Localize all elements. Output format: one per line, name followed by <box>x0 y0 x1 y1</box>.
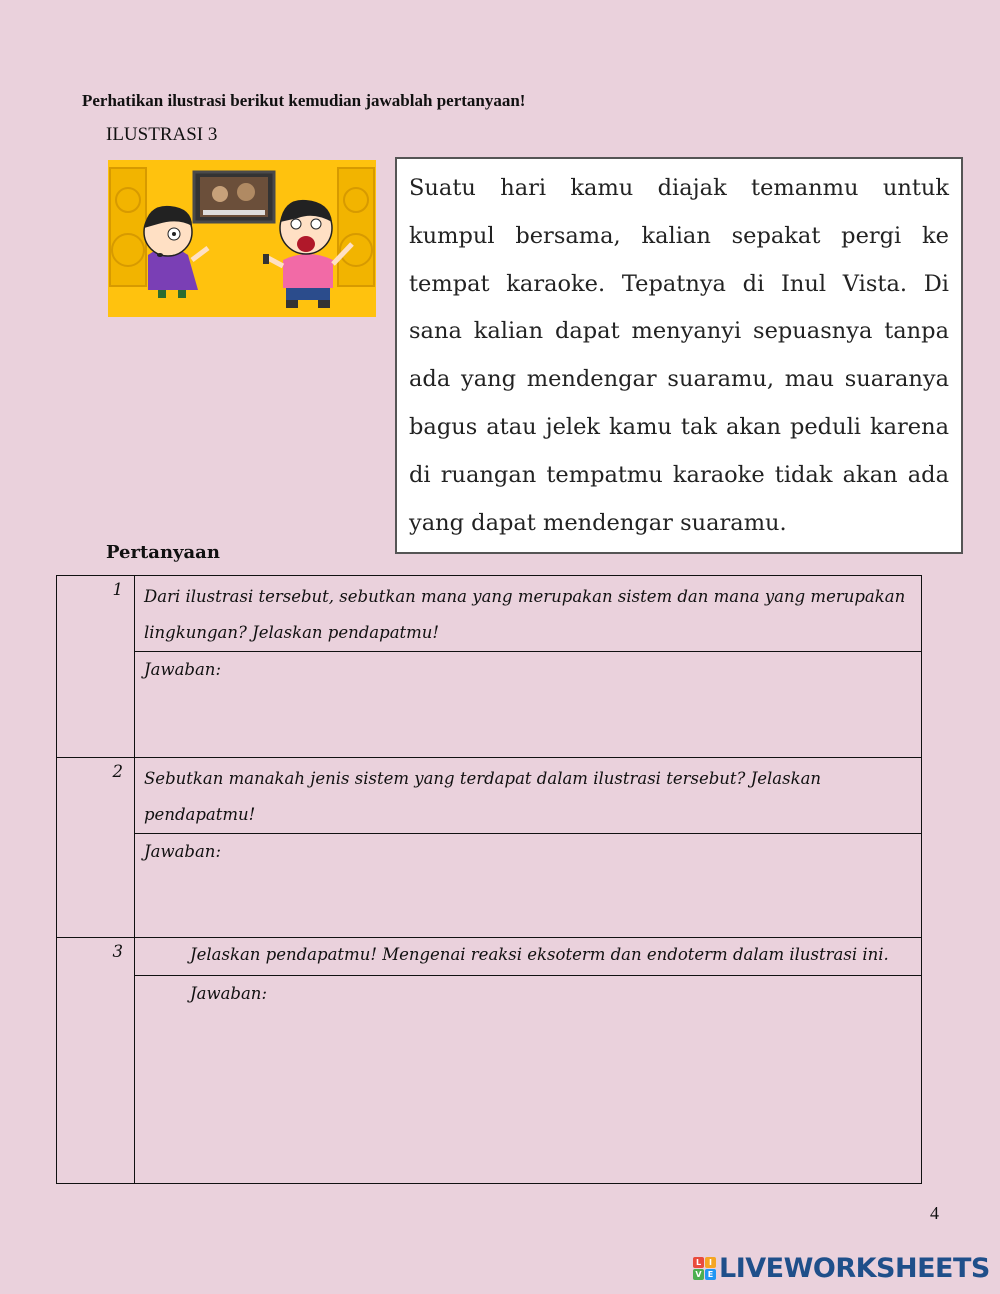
karaoke-illustration <box>108 160 376 317</box>
liveworksheets-brand[interactable] <box>693 1253 990 1284</box>
illustration-label: ILUSTRASI 3 <box>106 124 218 145</box>
question-number: 1 <box>57 576 135 758</box>
answer-area[interactable] <box>135 834 922 938</box>
logo-letter: I <box>705 1257 716 1268</box>
answer-row-3 <box>57 976 922 1184</box>
question-row-3 <box>57 938 922 976</box>
question-row-1 <box>57 576 922 652</box>
question-text: Jelaskan pendapatmu! Mengenai reaksi eksoterm dan endoterm dalam ilustrasi ini. <box>135 938 922 976</box>
answer-label: Jawaban: <box>144 842 221 861</box>
logo-letter: E <box>705 1269 716 1280</box>
story-text-box <box>395 157 963 554</box>
questions-heading: Pertanyaan <box>106 542 220 563</box>
logo-letter: V <box>693 1269 704 1280</box>
question-row-2 <box>57 758 922 834</box>
brand-text: LIVEWORKSHEETS <box>719 1253 990 1284</box>
story-text: Suatu hari kamu diajak temanmu untuk kumpul bersama, kalian sepakat pergi ke tempat karaoke. Tepatnya di Inul Vista. Di sana kalian dapat menyanyi sepuasnya tanpa ada yang mendengar suaramu, mau suaranya bagus atau jelek kamu tak akan peduli karena di ruangan tempatmu karaoke tidak akan ada yang dapat mendengar suaramu. <box>409 175 949 536</box>
question-number: 2 <box>57 758 135 938</box>
answer-area[interactable] <box>135 652 922 758</box>
answer-row-2 <box>57 834 922 938</box>
question-number: 3 <box>57 938 135 1184</box>
liveworksheets-logo-icon <box>693 1257 716 1280</box>
answer-label: Jawaban: <box>190 984 267 1003</box>
answer-row-1 <box>57 652 922 758</box>
question-text: Sebutkan manakah jenis sistem yang terdapat dalam ilustrasi tersebut? Jelaskan pendapatmu! <box>135 758 922 834</box>
answer-label: Jawaban: <box>144 660 221 679</box>
instruction-text: Perhatikan ilustrasi berikut kemudian jawablah pertanyaan! <box>82 91 526 110</box>
page-number: 4 <box>930 1203 939 1223</box>
question-text: Dari ilustrasi tersebut, sebutkan mana yang merupakan sistem dan mana yang merupakan lingkungan? Jelaskan pendapatmu! <box>135 576 922 652</box>
logo-letter: L <box>693 1257 704 1268</box>
answer-area[interactable] <box>135 976 922 1184</box>
questions-table <box>56 575 922 1184</box>
